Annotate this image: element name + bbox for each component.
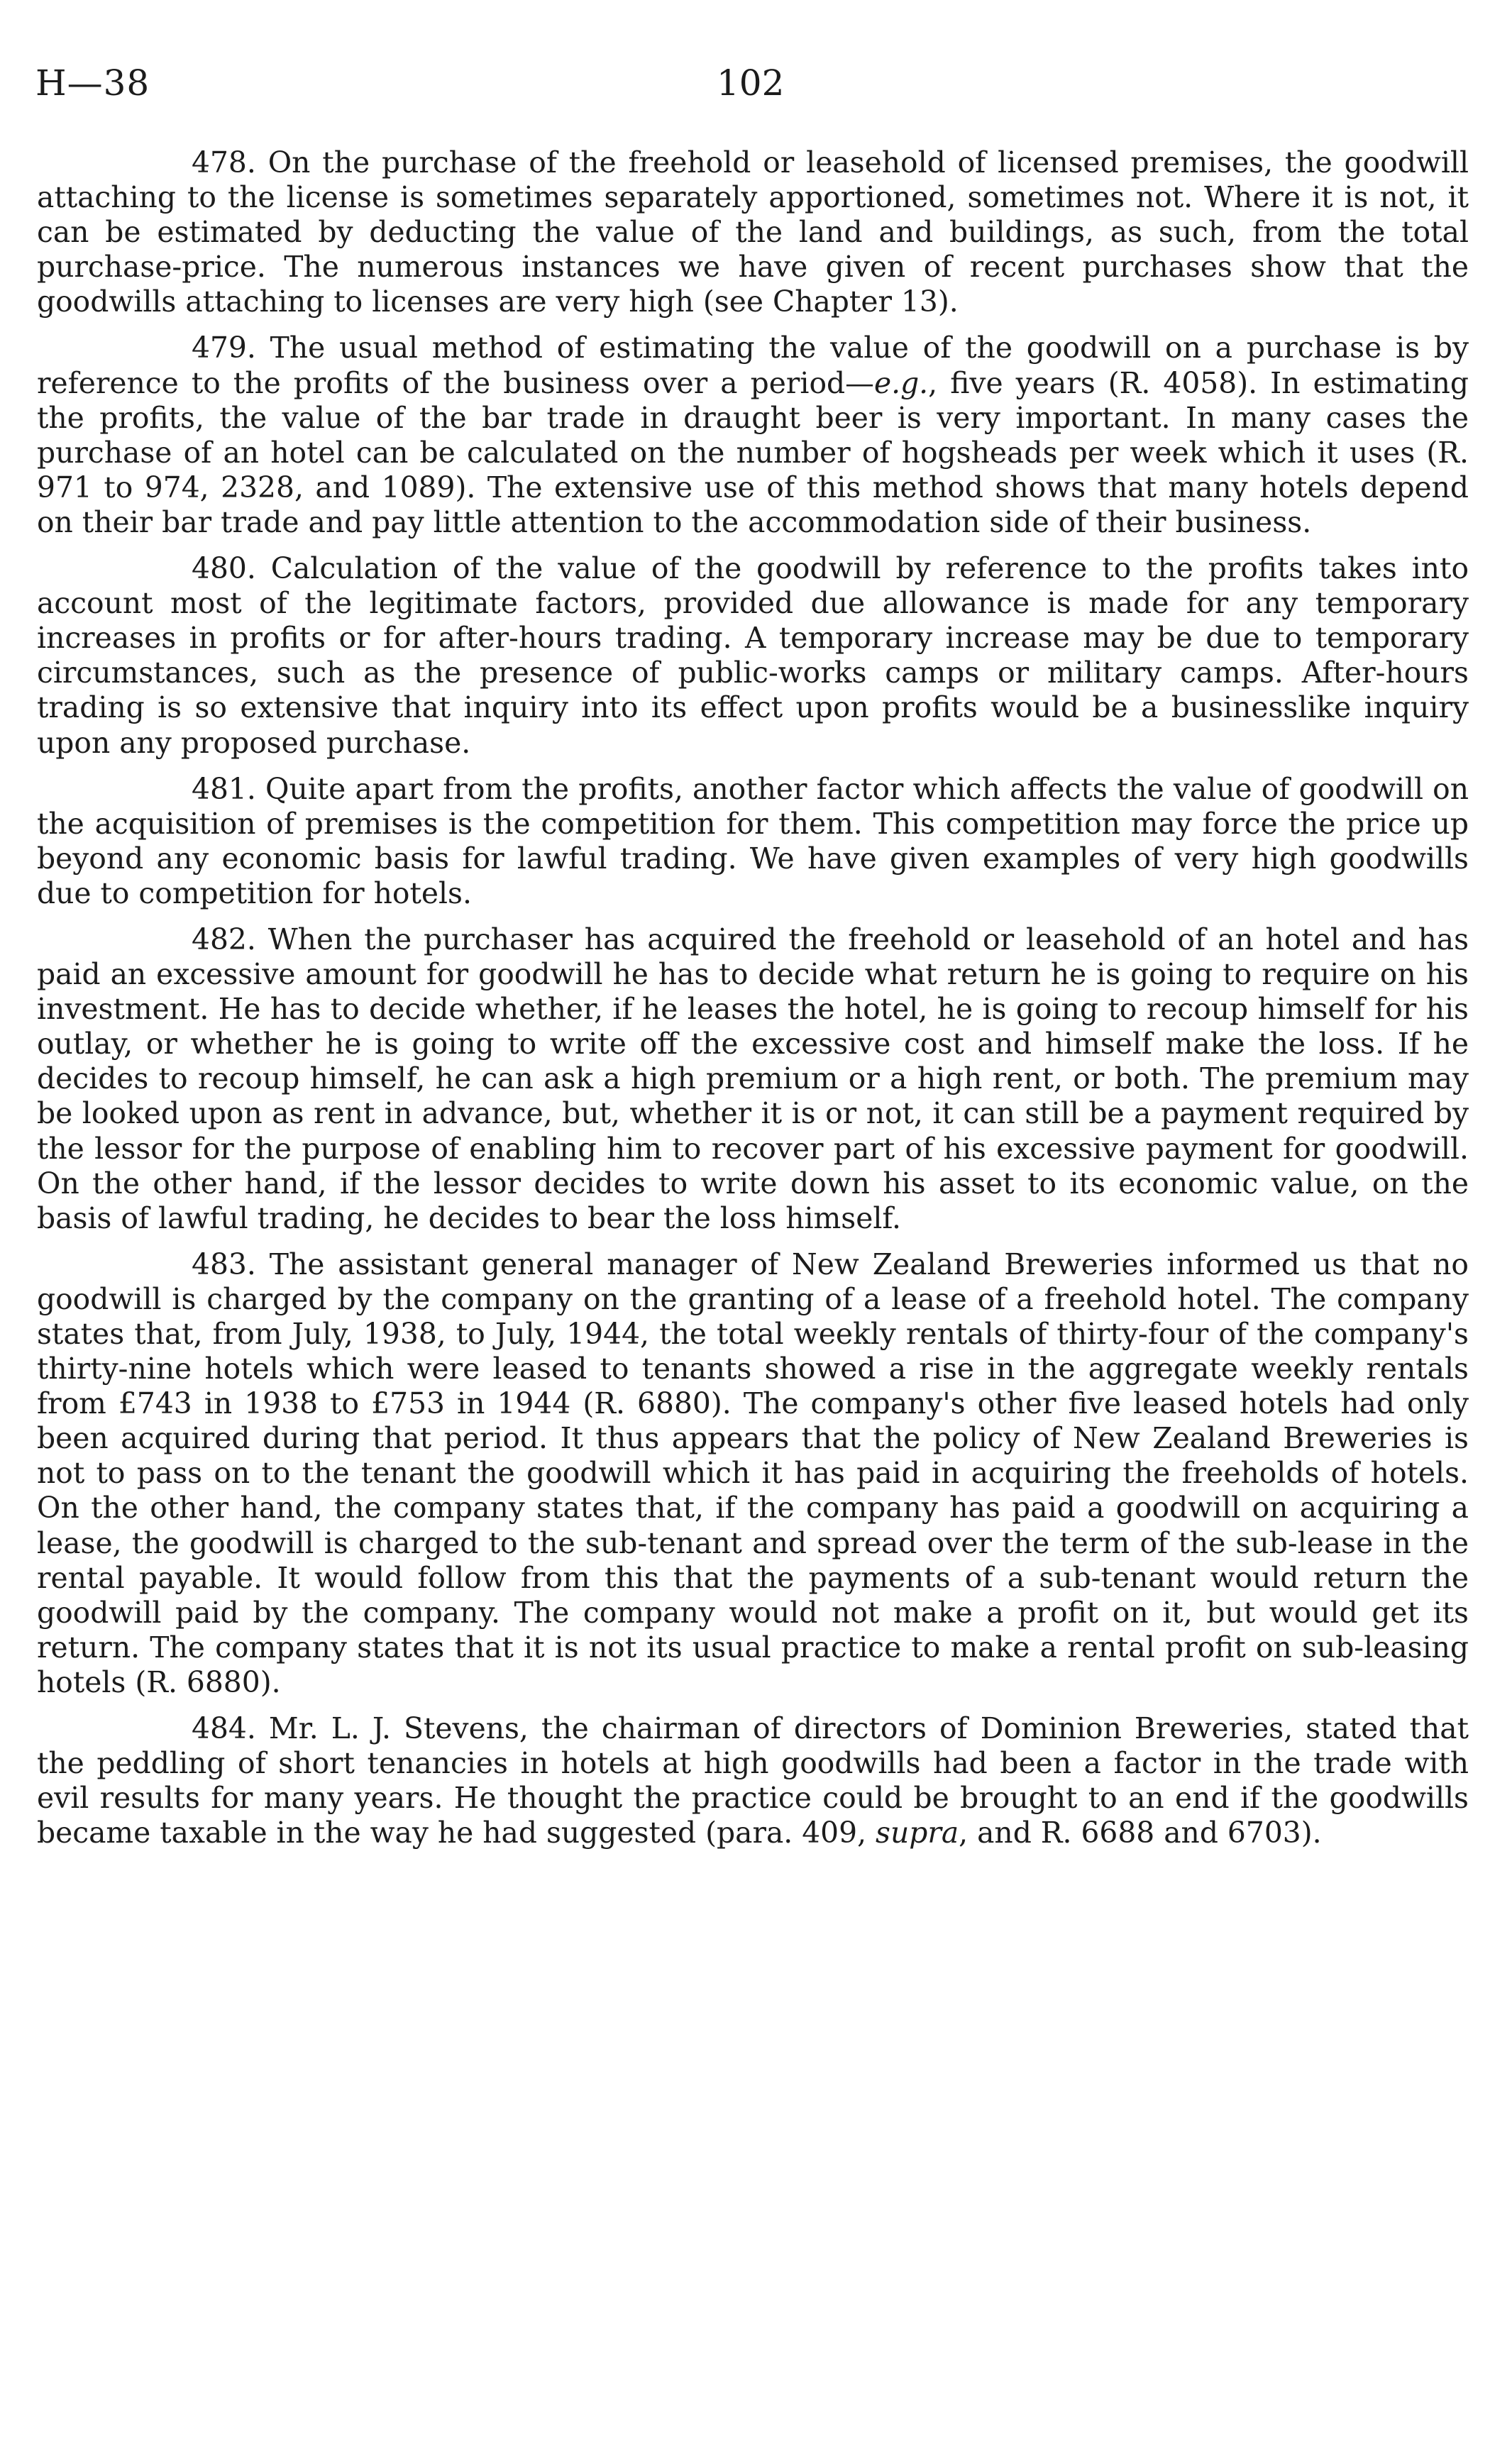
paragraph-text: Mr. L. J. Stevens, the chairman of directors of Dominion Breweries, stated that the peddling of short tenancies in hotels at high goodwills had been a factor in the trade with evil results for many years. He thought the practice could be brought to an end if the goodwills became taxable in the way he had suggested (para. 409, (37, 1711, 1469, 1850)
paragraph-text: , and R. 6688 and 6703). (959, 1816, 1322, 1850)
paragraph-number: 479. (192, 331, 256, 365)
paragraph-text-italic: e.g. (873, 365, 929, 400)
paragraph-text: The assistant general manager of New Zealand Breweries informed us that no goodwill is charged by the company on the granting of a lease of a freehold hotel. The company states that, from July, 1938, to July, 1944, the total weekly rentals of thirty-four of the company's thirty-nine hotels which were leased to tenants showed a rise in the aggregate weekly rentals from £743 in 1938 to £753 in 1944 (R. 6880). The company's other five leased hotels had only been acquired during that period. It thus appears that the policy of New Zealand Breweries is not to pass on to the tenant the goodwill which it has paid in acquiring the freeholds of hotels. On the other hand, the company states that, if the company has paid a goodwill on acquiring a lease, the goodwill is charged to the sub-tenant and spread over the term of the sub-lease in the rental payable. It would follow from this that the payments of a sub-tenant would return the goodwill paid by the company. The company would not make a profit on it, but would get its return. The company states that it is not its usual practice to make a rental profit on sub-leasing hotels (R. 6880). (37, 1247, 1469, 1699)
paragraph-481 (37, 772, 1469, 911)
paragraph-text: Calculation of the value of the goodwill by reference to the profits takes into account most of the legitimate factors, provided due allowance is made for any temporary increases in profits or for after-hours trading. A temporary increase may be due to temporary circumstances, such as the presence of public-works camps or military camps. After-hours trading is so extensive that inquiry into its effect upon profits would be a businesslike inquiry upon any proposed purchase. (37, 551, 1469, 760)
paragraph-number: 482. (192, 922, 256, 956)
paragraph-number: 478. (192, 145, 256, 180)
page-header (35, 62, 1469, 112)
paragraph-478 (37, 145, 1469, 319)
paragraph-number: 480. (192, 551, 256, 586)
paragraph-480 (37, 551, 1469, 761)
page-number: 102 (717, 62, 785, 104)
paragraph-text: Quite apart from the profits, another factor which affects the value of goodwill on the acquisition of premises is the competition for them. This competition may force the price up beyond any economic basis for lawful trading. We have given examples of very high goodwills due to competition for hotels. (37, 771, 1469, 910)
paragraph-text: The usual method of estimating the value of the goodwill on a purchase is by reference to the profits of the business over a period— (37, 331, 1469, 400)
paragraph-text-italic: supra (876, 1816, 959, 1850)
paragraph-number: 481. (192, 771, 256, 806)
paragraph-text: When the purchaser has acquired the freehold or leasehold of an hotel and has paid an excessive amount for goodwill he has to decide what return he is going to require on his investment. He has to decide whether, if he leases the hotel, he is going to recoup himself for his outlay, or whether he is going to write off the excessive cost and himself make the loss. If he decides to recoup himself, he can ask a high premium or a high rent, or both. The premium may be looked upon as rent in advance, but, whether it is or not, it can still be a payment required by the lessor for the purpose of enabling him to recover part of his excessive payment for goodwill. On the other hand, if the lessor decides to write down his asset to its economic value, on the basis of lawful trading, he decides to bear the loss himself. (37, 922, 1469, 1235)
paragraph-number: 483. (192, 1247, 256, 1281)
paragraph-text: On the purchase of the freehold or leasehold of licensed premises, the goodwill attaching to the license is sometimes separately apportioned, sometimes not. Where it is not, it can be estimated by deducting the value of the land and buildings, as such, from the total purchase-price. The numerous instances we have given of recent purchases show that the goodwills attaching to licenses are very high (see Chapter 13). (37, 145, 1469, 319)
paragraph-483 (37, 1247, 1469, 1700)
body-text (37, 145, 1469, 1862)
paragraph-482 (37, 922, 1469, 1236)
paragraph-484 (37, 1711, 1469, 1850)
paragraph-number: 484. (192, 1711, 256, 1746)
document-reference: H—38 (35, 62, 150, 104)
paragraph-479 (37, 331, 1469, 540)
paragraph-text: , five years (R. 4058). In estimating the profits, the value of the bar trade in draught beer is very important. In many cases the purchase of an hotel can be calculated on the number of hogsheads per week which it uses (R. 971 to 974, 2328, and 1089). The extensive use of this method shows that many hotels depend on their bar trade and pay little attention to the accommodation side of their business. (37, 365, 1469, 539)
